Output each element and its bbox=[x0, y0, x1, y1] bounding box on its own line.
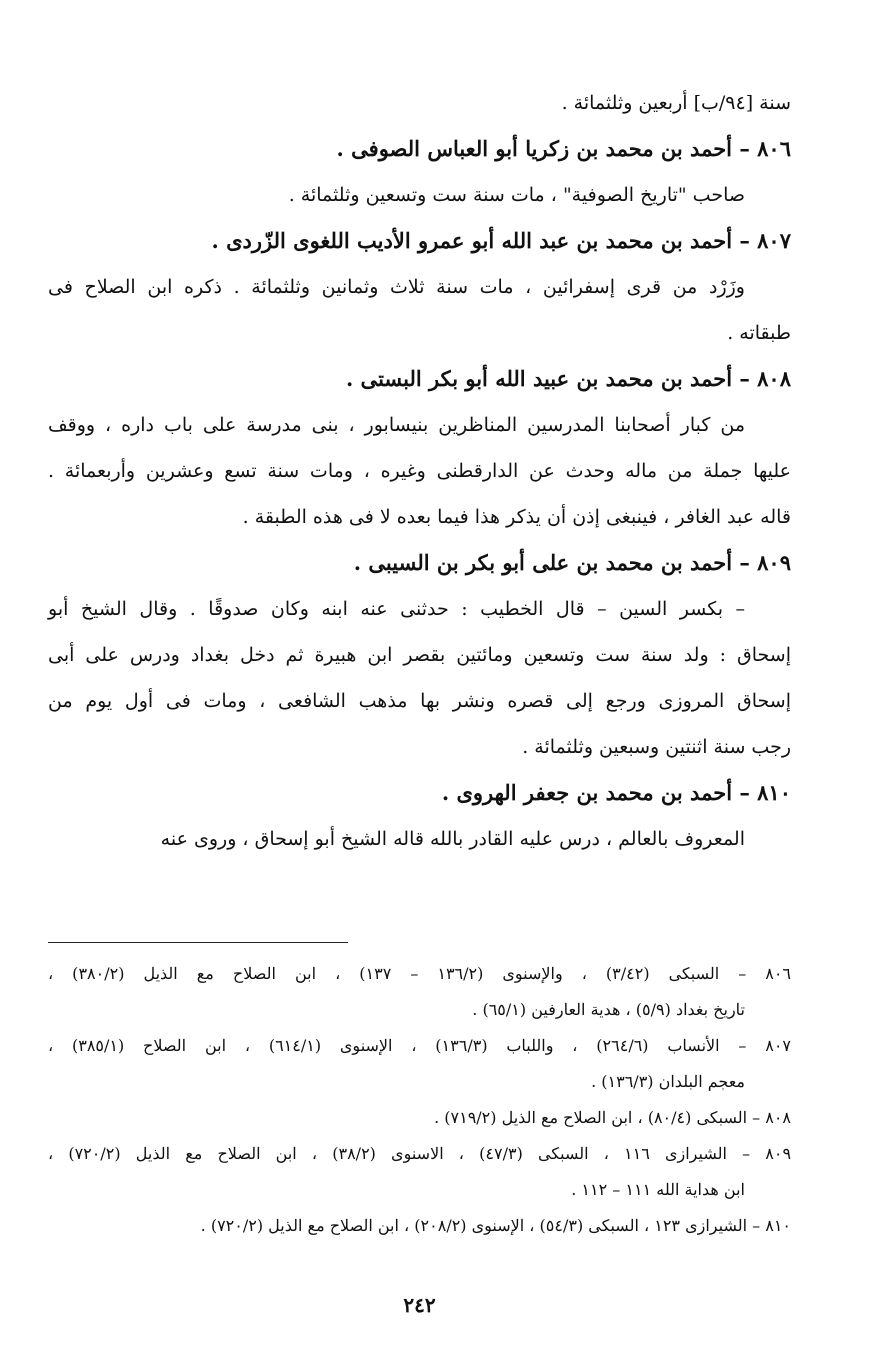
entry-heading-806: ٨٠٦ – أحمد بن محمد بن زكريا أبو العباس الصوفى . bbox=[336, 136, 791, 161]
entry-810-text-line-1: المعروف بالعالم ، درس عليه القادر بالله قاله الشيخ أبو إسحاق ، وروى عنه bbox=[160, 828, 745, 850]
footnote-806-line-2: تاريخ بغداد (٥/٩) ، هدية العارفين (٦٥/١) . bbox=[472, 1000, 745, 1019]
entry-806-text: صاحب "تاريخ الصوفية" ، مات سنة ست وتسعين وثلثمائة . bbox=[288, 184, 745, 206]
entry-heading-810: ٨١٠ – أحمد بن محمد بن جعفر الهروى . bbox=[441, 780, 791, 805]
continuation-line: سنة [٩٤/ب] أربعين وثلثمائة . bbox=[561, 92, 791, 114]
book-page bbox=[48, 80, 791, 1356]
footnote-807-line-2: معجم البلدان (١٣٦/٣) . bbox=[591, 1072, 745, 1091]
entry-808-text-line-3: قاله عبد الغافر ، فينبغى إذن أن يذكر هذا فيما بعده لا فى هذه الطبقة . bbox=[242, 506, 791, 528]
entry-808-text-line-1: من كبار أصحابنا المدرسين المناظرين بنيسابور ، بنى مدرسة على باب داره ، ووقف bbox=[48, 414, 745, 436]
entry-809-text-line-3: إسحاق المروزى ورجع إلى قصره ونشر بها مذهب الشافعى ، ومات فى أول يوم من bbox=[48, 690, 791, 712]
footnote-809-line-2: ابن هداية الله ١١١ – ١١٢ . bbox=[571, 1180, 745, 1199]
footnote-807-line-1: ٨٠٧ – الأنساب (٢٦٤/٦) ، واللباب (١٣٦/٣) ، الإسنوى (٦١٤/١) ، ابن الصلاح (٣٨٥/١) ، bbox=[48, 1036, 792, 1055]
footnote-806-line-1: ٨٠٦ – السبكى (٣/٤٢) ، والإسنوى (١٣٦/٢ – ١٣٧) ، ابن الصلاح مع الذيل (٣٨٠/٢) ، bbox=[48, 964, 792, 983]
entry-807-text-line-2: طبقاته . bbox=[727, 322, 791, 344]
entry-809-text-line-4: رجب سنة اثنتين وسبعين وثلثمائة . bbox=[522, 736, 791, 758]
entry-heading-809: ٨٠٩ – أحمد بن محمد بن على أبو بكر بن السيبى . bbox=[353, 550, 791, 575]
entry-heading-808: ٨٠٨ – أحمد بن محمد بن عبيد الله أبو بكر البستى . bbox=[345, 366, 791, 391]
page-number: ٢٤٢ bbox=[403, 1293, 436, 1317]
entry-807-text-line-1: وزَرْد من قرى إسفرائين ، مات سنة ثلاث وثمانين وثلثمائة . ذكره ابن الصلاح فى bbox=[48, 276, 745, 298]
entry-808-text-line-2: عليها جملة من ماله وحدث عن الدارقطنى وغيره ، ومات سنة تسع وعشرين وأربعمائة . bbox=[48, 460, 791, 482]
footnote-separator bbox=[48, 942, 348, 943]
footnotes-block bbox=[48, 956, 791, 1244]
entry-heading-807: ٨٠٧ – أحمد بن محمد بن عبد الله أبو عمرو الأديب اللغوى الزّردى . bbox=[211, 228, 791, 253]
entry-809-text-line-2: إسحاق : ولد سنة ست وتسعين ومائتين بقصر ابن هبيرة ثم دخل بغداد ودرس على أبى bbox=[48, 644, 791, 666]
footnote-810-line-1: ٨١٠ – الشيرازى ١٢٣ ، السبكى (٥٤/٣) ، الإسنوى (٢٠٨/٢) ، ابن الصلاح مع الذيل (٧٢٠/٢) . bbox=[200, 1216, 791, 1235]
footnote-808-line-1: ٨٠٨ – السبكى (٨٠/٤) ، ابن الصلاح مع الذيل (٧١٩/٢) . bbox=[434, 1108, 791, 1127]
entry-809-text-line-1: – بكسر السين – قال الخطيب : حدثنى عنه ابنه وكان صدوقًا . وقال الشيخ أبو bbox=[48, 598, 745, 620]
footnote-809-line-1: ٨٠٩ – الشيرازى ١١٦ ، السبكى (٤٧/٣) ، الاسنوى (٣٨/٢) ، ابن الصلاح مع الذيل (٧٢٠/٢) ، bbox=[48, 1144, 792, 1163]
